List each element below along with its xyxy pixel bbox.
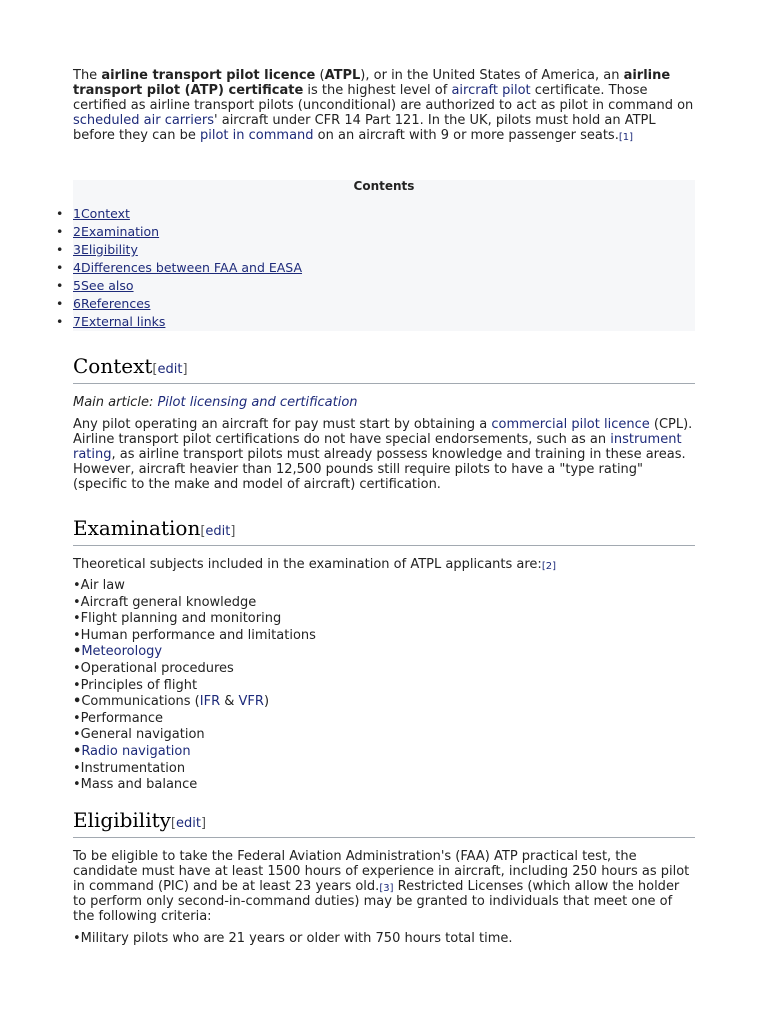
heading-text: Context bbox=[73, 354, 153, 378]
link-aircraft-pilot[interactable]: aircraft pilot bbox=[451, 83, 531, 98]
intro-term-atp: airline transport pilot (ATP) certificate bbox=[73, 68, 671, 98]
list-item: •Aircraft general knowledge bbox=[73, 594, 257, 610]
examination-intro bbox=[73, 557, 695, 572]
eligibility-text: Restricted Licenses (which allow the holder to perform only second-in-command duties) may be granted to individuals that meet one of the following criteria: bbox=[73, 879, 680, 924]
context-text: , as airline transport pilots must already possess knowledge and training in these areas. However, aircraft heavier than 12,500 pounds still require pilots to have a "type rating" (specific to the make and model of aircraft) certification. bbox=[73, 447, 686, 492]
list-item: •Air law bbox=[73, 578, 125, 593]
heading-text: Examination bbox=[73, 516, 201, 540]
intro-text: is the highest level of bbox=[303, 83, 452, 98]
toc-link-eligibility[interactable]: 3Eligibility bbox=[73, 242, 138, 257]
list-item: •Principles of flight bbox=[73, 677, 198, 693]
list-item: •Meteorology bbox=[73, 644, 163, 660]
list-item: •Flight planning and monitoring bbox=[73, 611, 282, 627]
intro-text: ), or in the United States of America, an bbox=[360, 68, 624, 83]
edit-link[interactable]: edit bbox=[205, 524, 231, 539]
intro-term-abbrev: ATPL bbox=[324, 68, 361, 83]
citation-2[interactable]: [2] bbox=[541, 561, 556, 572]
citation-1[interactable]: [1] bbox=[618, 132, 633, 143]
toc-item bbox=[73, 315, 302, 333]
intro-text: The bbox=[73, 68, 102, 83]
edit-link[interactable]: edit bbox=[176, 816, 201, 831]
list-item: •Human performance and limitations bbox=[73, 627, 316, 643]
heading-text: Eligibility bbox=[73, 808, 171, 832]
eligibility-paragraph bbox=[73, 849, 695, 924]
link-pilot-in-command[interactable]: pilot in command bbox=[200, 128, 314, 143]
toc-item bbox=[73, 261, 302, 279]
list-item: •Instrumentation bbox=[73, 760, 186, 776]
edit-link[interactable]: edit bbox=[157, 362, 183, 377]
link-pilot-licensing[interactable]: Pilot licensing and certification bbox=[157, 395, 358, 410]
main-article-prefix: Main article: bbox=[73, 395, 158, 410]
main-article-note bbox=[73, 395, 358, 410]
context-paragraph bbox=[73, 417, 695, 492]
intro-text: ( bbox=[315, 68, 325, 83]
intro-text: certificate. Those certified as airline transport pilots (unconditional) are authorized to act as pilot in command on bbox=[73, 83, 694, 113]
subject-list bbox=[73, 578, 316, 794]
list-item: •Performance bbox=[73, 710, 164, 726]
eligibility-criterion: •Military pilots who are 21 years or older with 750 hours total time. bbox=[73, 931, 513, 946]
intro-text: on an aircraft with 9 or more passenger seats. bbox=[313, 128, 619, 143]
intro-text: ' aircraft under CFR 14 Part 121. In the UK, pilots must hold an ATPL before they can be bbox=[73, 113, 656, 143]
context-text: (CPL). Airline transport pilot certifications do not have special endorsements, such as an bbox=[73, 417, 693, 447]
list-item: •Radio navigation bbox=[73, 743, 191, 759]
citation-3[interactable]: [3] bbox=[379, 883, 394, 894]
edit-section: [edit] bbox=[152, 362, 188, 377]
link-commercial-pilot-licence[interactable]: commercial pilot licence bbox=[491, 417, 650, 432]
table-of-contents bbox=[73, 180, 695, 331]
examination-intro-text: Theoretical subjects included in the examination of ATPL applicants are: bbox=[73, 557, 542, 572]
toc-link-differences[interactable]: 4Differences between FAA and EASA bbox=[73, 260, 303, 275]
link-radio-navigation[interactable]: Radio navigation bbox=[81, 743, 191, 759]
edit-section: [edit] bbox=[170, 816, 207, 831]
toc-link-references[interactable]: 6References bbox=[73, 296, 151, 311]
toc-item bbox=[73, 297, 302, 315]
toc-title: Contents bbox=[353, 179, 415, 193]
criterion-text: Military pilots who are 21 years or older with 750 hours total time. bbox=[80, 931, 513, 946]
list-item: •General navigation bbox=[73, 727, 205, 743]
toc-link-external-links[interactable]: 7External links bbox=[73, 314, 166, 329]
intro-term-atpl: airline transport pilot licence bbox=[101, 68, 316, 83]
toc-item bbox=[73, 243, 302, 261]
intro-paragraph bbox=[73, 68, 695, 143]
toc-item bbox=[73, 279, 302, 297]
link-meteorology[interactable]: Meteorology bbox=[81, 644, 163, 660]
toc-item bbox=[73, 207, 302, 225]
edit-section: [edit] bbox=[200, 524, 236, 539]
link-instrument-rating[interactable]: instrument rating bbox=[73, 432, 682, 462]
toc-item bbox=[73, 225, 302, 243]
toc-link-examination[interactable]: 2Examination bbox=[73, 224, 160, 239]
section-heading-context bbox=[73, 355, 695, 384]
link-ifr[interactable]: IFR bbox=[199, 694, 221, 710]
list-item: •Mass and balance bbox=[73, 777, 198, 793]
toc-link-context[interactable]: 1Context bbox=[73, 206, 130, 221]
context-text: Any pilot operating an aircraft for pay must start by obtaining a bbox=[73, 417, 492, 432]
toc-link-see-also[interactable]: 5See also bbox=[73, 278, 134, 293]
section-heading-examination bbox=[73, 517, 695, 546]
link-scheduled-air-carriers[interactable]: scheduled air carriers bbox=[73, 113, 215, 128]
toc-list bbox=[73, 207, 302, 333]
list-item: •Operational procedures bbox=[73, 660, 234, 676]
link-vfr[interactable]: VFR bbox=[238, 694, 264, 710]
section-heading-eligibility bbox=[73, 809, 695, 838]
eligibility-text: To be eligible to take the Federal Aviation Administration's (FAA) ATP practical test, the candidate must have at least 1500 hours of experience in aircraft, including 250 hours as pilot in command (PIC) and be at least 23 years old. bbox=[73, 849, 690, 894]
list-item: •Communications (IFR & VFR) bbox=[73, 694, 270, 710]
